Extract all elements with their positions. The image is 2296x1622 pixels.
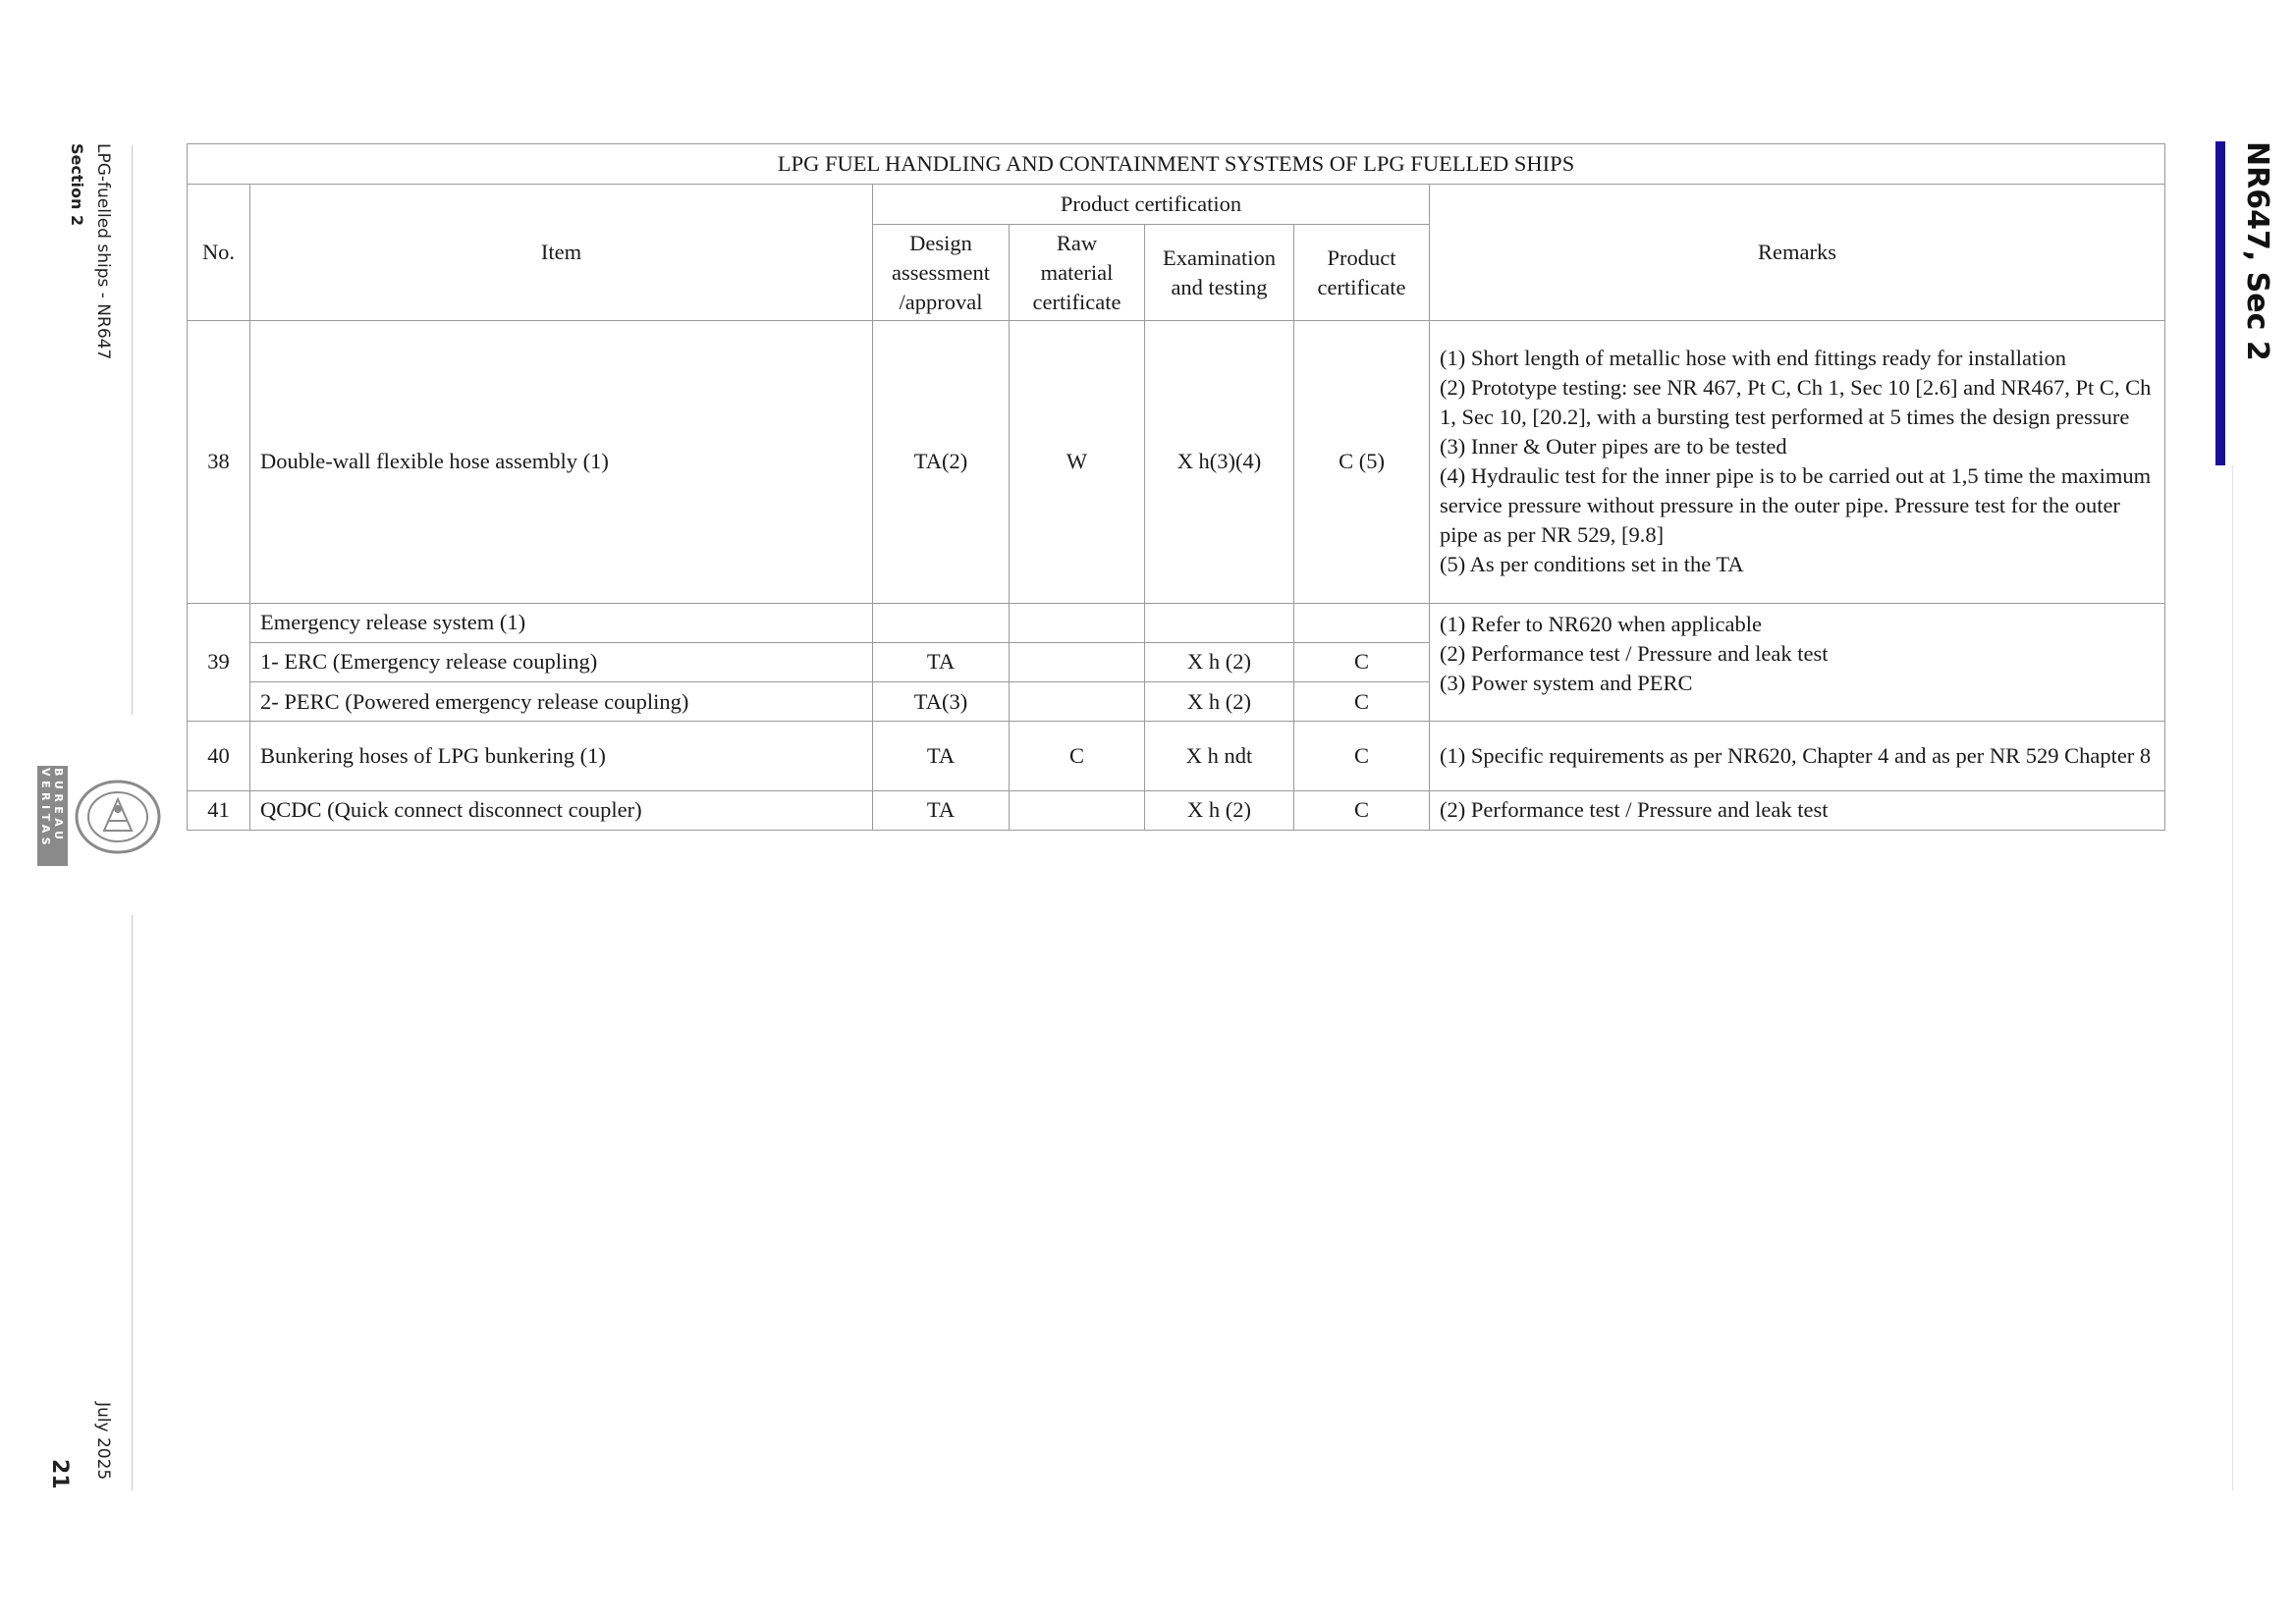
- logo-word-bottom: VERITAS: [39, 768, 52, 850]
- row-remarks: [1430, 321, 2165, 604]
- col-header-exam: Examination and testing: [1145, 225, 1294, 321]
- remark-line: (2) Performance test / Pressure and leak test: [1440, 640, 1829, 666]
- row-exam: X h (2): [1145, 682, 1294, 722]
- row-item: QCDC (Quick connect disconnect coupler): [250, 790, 873, 830]
- row-exam: X h (2): [1145, 642, 1294, 681]
- table-row: [188, 321, 2165, 604]
- remark-line: (1) Specific requirements as per NR620, Chapter 4 and as per NR 529 Chapter 8: [1440, 743, 2152, 768]
- table-row: [188, 603, 2165, 642]
- row-design: TA(2): [873, 321, 1010, 604]
- remark-line: (1) Refer to NR620 when applicable: [1440, 611, 1763, 636]
- bureau-veritas-logo: [37, 756, 171, 874]
- row-exam: X h (2): [1145, 790, 1294, 830]
- remark-line: (4) Hydraulic test for the inner pipe is to be carried out at 1,5 time the maximum service pressure without pressure in the outer pipe. Pressure test for the outer pipe as per NR 529, [9.8]: [1440, 463, 2152, 548]
- row-cert: C: [1294, 790, 1430, 830]
- row-cert: [1294, 603, 1430, 642]
- remark-line: (2) Performance test / Pressure and leak test: [1440, 797, 1829, 823]
- right-margin-rule: [2232, 465, 2233, 1490]
- table-row: [188, 790, 2165, 830]
- row-no: 41: [188, 790, 250, 830]
- row-design: TA(3): [873, 682, 1010, 722]
- col-header-raw: Raw material certificate: [1010, 225, 1145, 321]
- certification-table: [187, 143, 2165, 831]
- margin-rule-top: [132, 145, 133, 715]
- row-remarks: [1430, 603, 2165, 722]
- section-code: NR647, Sec 2: [2240, 141, 2274, 361]
- remark-line: (5) As per conditions set in the TA: [1440, 552, 1744, 577]
- row-item: 2- PERC (Powered emergency release coupling): [250, 682, 873, 722]
- row-cert: C: [1294, 642, 1430, 681]
- page-number: 21: [47, 1459, 72, 1489]
- remark-line: (3) Inner & Outer pipes are to be tested: [1440, 434, 1787, 460]
- row-raw: C: [1010, 722, 1145, 790]
- row-item: Double-wall flexible hose assembly (1): [250, 321, 873, 604]
- row-raw: [1010, 603, 1145, 642]
- table-title-row: [188, 144, 2165, 185]
- logo-word-top: BUREAU: [52, 768, 65, 844]
- publication-date: July 2025: [93, 1402, 113, 1481]
- col-header-item: Item: [250, 185, 873, 321]
- col-header-design: Design assessment /approval: [873, 225, 1010, 321]
- row-exam: X h(3)(4): [1145, 321, 1294, 604]
- document-title: LPG-fuelled ships - NR647: [93, 143, 113, 360]
- section-label: Section 2: [68, 143, 86, 227]
- row-exam: [1145, 603, 1294, 642]
- section-accent-bar: [2215, 141, 2225, 465]
- row-no: 39: [188, 603, 250, 722]
- row-remarks: [1430, 790, 2165, 830]
- row-design: TA: [873, 642, 1010, 681]
- col-header-no: No.: [188, 185, 250, 321]
- col-header-remarks: Remarks: [1430, 185, 2165, 321]
- row-raw: [1010, 790, 1145, 830]
- margin-rule-bottom: [132, 915, 133, 1490]
- row-item: Emergency release system (1): [250, 603, 873, 642]
- col-header-cert: Product certificate: [1294, 225, 1430, 321]
- col-group-product-certification: Product certification: [873, 185, 1430, 225]
- row-cert: C: [1294, 722, 1430, 790]
- row-cert: C: [1294, 682, 1430, 722]
- row-no: 38: [188, 321, 250, 604]
- remark-line: (2) Prototype testing: see NR 467, Pt C, Ch 1, Sec 10 [2.6] and NR467, Pt C, Ch 1, Sec 10, [20.2], with a bursting test performed at 5 times the design pressure: [1440, 375, 2152, 430]
- row-raw: W: [1010, 321, 1145, 604]
- row-item: Bunkering hoses of LPG bunkering (1): [250, 722, 873, 790]
- row-remarks: [1430, 722, 2165, 790]
- remark-line: (3) Power system and PERC: [1440, 670, 1693, 695]
- row-raw: [1010, 642, 1145, 681]
- logo-seal-icon: [73, 778, 163, 856]
- row-exam: X h ndt: [1145, 722, 1294, 790]
- row-cert: C (5): [1294, 321, 1430, 604]
- row-raw: [1010, 682, 1145, 722]
- row-no: 40: [188, 722, 250, 790]
- row-design: TA: [873, 722, 1010, 790]
- table-title: LPG FUEL HANDLING AND CONTAINMENT SYSTEMS OF LPG FUELLED SHIPS: [188, 144, 2165, 185]
- remark-line: (1) Short length of metallic hose with end fittings ready for installation: [1440, 346, 2066, 371]
- table-row: [188, 722, 2165, 790]
- row-design: TA: [873, 790, 1010, 830]
- row-item: 1- ERC (Emergency release coupling): [250, 642, 873, 681]
- header-row-group: [188, 185, 2165, 225]
- row-design: [873, 603, 1010, 642]
